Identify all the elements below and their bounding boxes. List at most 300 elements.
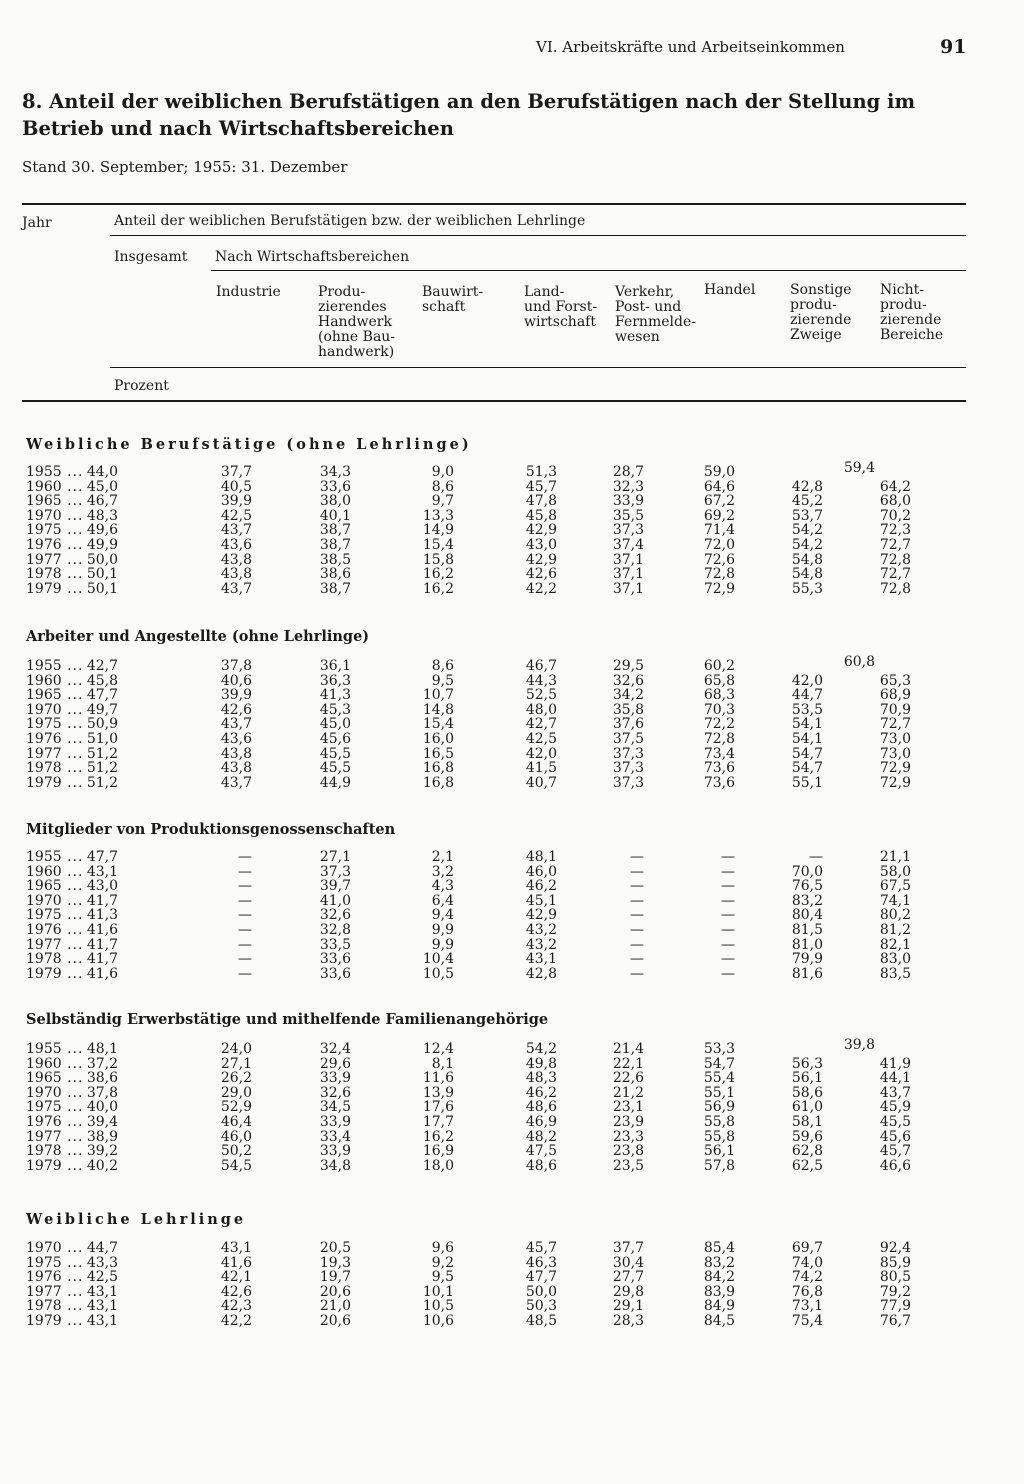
- running-header: VI. Arbeitskräfte und Arbeitseinkommen: [536, 38, 845, 56]
- table-cell: 10,4: [422, 951, 454, 968]
- table-cell: 56,1: [703, 1143, 735, 1160]
- year-cell: [26, 523, 83, 538]
- table-cell: 44,1: [879, 1070, 911, 1087]
- table-cell: 42,1: [220, 1269, 252, 1286]
- table-cell: 83,0: [879, 951, 911, 968]
- table-cell: 37,8: [86, 1084, 118, 1101]
- table-cell: 46,7: [525, 658, 557, 674]
- leader-dots: ...: [61, 701, 84, 718]
- table-row: [0, 732, 1024, 747]
- table-cell: 17,6: [422, 1099, 454, 1116]
- leader-dots: ...: [61, 507, 84, 524]
- table-row: [0, 967, 1024, 982]
- table-row: [0, 923, 1024, 938]
- table-cell: 2,1: [431, 849, 454, 865]
- table-cell: 54,7: [791, 760, 823, 777]
- table-row: [0, 674, 1024, 689]
- table-cell: 39,9: [220, 493, 252, 510]
- table-row: [0, 553, 1024, 568]
- table-cell: 23,8: [612, 1143, 644, 1160]
- table-cell: 72,6: [703, 551, 735, 568]
- table-cell: 43,8: [220, 566, 252, 583]
- table-cell: 76,7: [879, 1312, 911, 1329]
- table-cell: 37,3: [319, 863, 351, 880]
- year-value: 1977: [26, 551, 62, 568]
- leader-dots: ...: [61, 936, 84, 953]
- table-cell: 50,0: [525, 1283, 557, 1300]
- table-cell: —: [238, 921, 252, 938]
- table-cell: 84,9: [703, 1298, 735, 1315]
- table-cell: 15,4: [422, 716, 454, 733]
- table-cell: 49,6: [86, 522, 118, 539]
- table-subtitle: Stand 30. September; 1955: 31. Dezember: [22, 158, 348, 176]
- table-cell: 70,9: [879, 701, 911, 718]
- table-cell: 33,6: [319, 951, 351, 968]
- table-cell: 42,6: [220, 701, 252, 718]
- table-cell: 38,5: [319, 551, 351, 568]
- table-cell: 72,7: [879, 536, 911, 553]
- leader-dots: ...: [61, 478, 84, 495]
- table-cell: 33,9: [612, 493, 644, 510]
- table-cell: 10,7: [422, 687, 454, 704]
- year-value: 1979: [26, 774, 62, 791]
- table-cell: 43,7: [220, 580, 252, 597]
- table-cell: 39,8: [843, 1037, 875, 1053]
- table-cell: 16,2: [422, 580, 454, 597]
- table-cell: 20,5: [319, 1240, 351, 1256]
- year-value: 1976: [26, 1113, 62, 1130]
- year-value: 1978: [26, 760, 62, 777]
- section-rows-selbstaendige: [0, 1037, 1024, 1174]
- table-cell: 38,7: [319, 580, 351, 597]
- table-cell: 81,6: [791, 965, 823, 982]
- table-cell: —: [630, 936, 644, 953]
- year-value: 1965: [26, 687, 62, 704]
- table-cell: 73,1: [791, 1298, 823, 1315]
- leader-dots: ...: [61, 760, 84, 777]
- col-header-anteil: Anteil der weiblichen Berufstätigen bzw. der weiblichen Lehrlinge: [114, 213, 586, 229]
- table-cell: 48,1: [86, 1041, 118, 1057]
- table-row: [0, 879, 1024, 894]
- table-cell: —: [630, 892, 644, 909]
- table-row: [0, 523, 1024, 538]
- table-cell: 23,1: [612, 1099, 644, 1116]
- col-header-sonstige: Sonstige produ- zierende Zweige: [790, 282, 852, 343]
- table-cell: 45,7: [525, 478, 557, 495]
- table-cell: 45,8: [86, 672, 118, 689]
- year-value: 1970: [26, 1240, 62, 1256]
- table-cell: 47,7: [86, 687, 118, 704]
- table-row: [0, 1100, 1024, 1115]
- section-rows-berufstaetige: [0, 460, 1024, 597]
- table-cell: 55,3: [791, 580, 823, 597]
- table-cell: 8,6: [431, 658, 454, 674]
- table-cell: 43,8: [220, 760, 252, 777]
- table-row: [0, 494, 1024, 509]
- table-cell: 46,7: [86, 493, 118, 510]
- table-cell: 42,0: [525, 745, 557, 762]
- table-cell: 56,1: [791, 1070, 823, 1087]
- header-rule-3: [110, 367, 966, 368]
- table-cell: 45,1: [525, 892, 557, 909]
- table-row: [0, 1299, 1024, 1314]
- table-cell: —: [721, 878, 735, 895]
- col-header-industrie: Industrie: [216, 284, 281, 300]
- table-cell: 56,9: [703, 1099, 735, 1116]
- table-cell: 29,5: [612, 658, 644, 674]
- table-cell: 11,6: [422, 1070, 454, 1087]
- table-cell: 8,1: [431, 1055, 454, 1072]
- table-cell: —: [238, 849, 252, 865]
- section-title-berufstaetige: Weibliche Berufstätige (ohne Lehrlinge): [26, 436, 472, 453]
- table-cell: 17,7: [422, 1113, 454, 1130]
- table-cell: 83,5: [879, 965, 911, 982]
- table-cell: 40,2: [86, 1157, 118, 1174]
- section-title-lehrlinge: Weibliche Lehrlinge: [26, 1211, 247, 1228]
- year-value: 1976: [26, 1269, 62, 1286]
- table-cell: 57,8: [703, 1157, 735, 1174]
- table-cell: 43,7: [220, 774, 252, 791]
- table-cell: 32,6: [612, 672, 644, 689]
- table-cell: 47,8: [525, 493, 557, 510]
- table-cell: 40,5: [220, 478, 252, 495]
- table-cell: 50,0: [86, 551, 118, 568]
- table-cell: 72,0: [703, 536, 735, 553]
- year-value: 1965: [26, 1070, 62, 1087]
- table-cell: 55,8: [703, 1113, 735, 1130]
- table-row: [0, 1159, 1024, 1174]
- year-value: 1978: [26, 1298, 62, 1315]
- year-cell: [26, 509, 83, 524]
- year-value: 1977: [26, 936, 62, 953]
- table-cell: 84,5: [703, 1312, 735, 1329]
- year-cell: [26, 865, 83, 880]
- table-cell: —: [721, 951, 735, 968]
- table-cell: 46,4: [220, 1113, 252, 1130]
- table-cell: 42,0: [791, 672, 823, 689]
- table-cell: 60,8: [843, 654, 875, 670]
- year-cell: [26, 776, 83, 791]
- year-cell: [26, 938, 83, 953]
- table-cell: 45,2: [791, 493, 823, 510]
- table-cell: 40,0: [86, 1099, 118, 1116]
- table-cell: 48,1: [525, 849, 557, 865]
- table-cell: —: [238, 936, 252, 953]
- table-cell: 42,8: [791, 478, 823, 495]
- col-header-insgesamt: Insgesamt: [114, 249, 188, 265]
- year-value: 1975: [26, 1099, 62, 1116]
- year-cell: [26, 674, 83, 689]
- table-cell: 33,5: [319, 936, 351, 953]
- table-cell: 15,8: [422, 551, 454, 568]
- table-cell: —: [630, 965, 644, 982]
- year-cell: [26, 1086, 83, 1101]
- table-cell: 41,3: [86, 907, 118, 924]
- table-cell: 32,8: [319, 921, 351, 938]
- table-cell: —: [721, 965, 735, 982]
- year-value: 1975: [26, 1254, 62, 1271]
- year-cell: [26, 1299, 83, 1314]
- table-cell: 48,2: [525, 1128, 557, 1145]
- table-cell: 21,4: [612, 1041, 644, 1057]
- leader-dots: ...: [61, 907, 84, 924]
- table-cell: 72,9: [879, 760, 911, 777]
- table-cell: 68,0: [879, 493, 911, 510]
- leader-dots: ...: [61, 1041, 84, 1057]
- table-cell: 26,2: [220, 1070, 252, 1087]
- year-value: 1978: [26, 1143, 62, 1160]
- table-cell: 37,3: [612, 522, 644, 539]
- table-cell: 42,9: [525, 551, 557, 568]
- table-cell: 72,9: [879, 774, 911, 791]
- table-cell: 33,6: [319, 478, 351, 495]
- table-cell: 51,0: [86, 730, 118, 747]
- table-cell: 79,9: [791, 951, 823, 968]
- unit-label: Prozent: [114, 378, 169, 394]
- year-cell: [26, 659, 83, 674]
- table-cell: 45,6: [319, 730, 351, 747]
- table-cell: 74,2: [791, 1269, 823, 1286]
- year-value: 1960: [26, 672, 62, 689]
- year-cell: [26, 553, 83, 568]
- table-cell: 46,6: [879, 1157, 911, 1174]
- year-cell: [26, 879, 83, 894]
- table-cell: 14,8: [422, 701, 454, 718]
- table-row: [0, 567, 1024, 582]
- section-title-arbeiter-angestellte: Arbeiter und Angestellte (ohne Lehrlinge): [26, 628, 370, 645]
- table-cell: 32,6: [319, 1084, 351, 1101]
- table-cell: 29,0: [220, 1084, 252, 1101]
- table-cell: 35,5: [612, 507, 644, 524]
- table-cell: 54,2: [791, 522, 823, 539]
- year-cell: [26, 1314, 83, 1329]
- year-value: 1978: [26, 566, 62, 583]
- table-cell: 42,2: [220, 1312, 252, 1329]
- table-cell: 27,7: [612, 1269, 644, 1286]
- table-cell: 10,5: [422, 965, 454, 982]
- table-cell: 80,5: [879, 1269, 911, 1286]
- table-cell: 9,6: [431, 1240, 454, 1256]
- table-cell: —: [238, 892, 252, 909]
- leader-dots: ...: [61, 1099, 84, 1116]
- table-row: [0, 582, 1024, 597]
- table-cell: 53,7: [791, 507, 823, 524]
- table-row: [0, 865, 1024, 880]
- year-cell: [26, 567, 83, 582]
- table-cell: 52,5: [525, 687, 557, 704]
- table-cell: 54,8: [791, 566, 823, 583]
- year-cell: [26, 850, 83, 865]
- table-cell: 53,5: [791, 701, 823, 718]
- table-cell: 22,1: [612, 1055, 644, 1072]
- table-cell: 37,3: [612, 774, 644, 791]
- table-cell: 54,1: [791, 716, 823, 733]
- col-header-nichtproduzierende: Nicht- produ- zierende Bereiche: [880, 282, 944, 343]
- year-cell: [26, 967, 83, 982]
- table-cell: 16,8: [422, 774, 454, 791]
- table-cell: 44,7: [86, 1240, 118, 1256]
- table-cell: 59,0: [703, 464, 735, 480]
- header-top-rule: [22, 203, 966, 205]
- table-row: [0, 509, 1024, 524]
- table-cell: 41,6: [86, 921, 118, 938]
- table-cell: 38,0: [319, 493, 351, 510]
- table-cell: 50,1: [86, 566, 118, 583]
- header-rule-2: [211, 270, 966, 271]
- table-cell: —: [238, 878, 252, 895]
- table-cell: 38,7: [319, 536, 351, 553]
- section-title-produktionsgenossenschaften: Mitglieder von Produktionsgenossenschaften: [26, 821, 396, 838]
- year-cell: [26, 1042, 83, 1057]
- year-cell: [26, 703, 83, 718]
- table-cell: —: [630, 863, 644, 880]
- table-cell: 50,1: [86, 580, 118, 597]
- year-value: 1977: [26, 1128, 62, 1145]
- table-cell: 80,2: [879, 907, 911, 924]
- table-cell: 58,1: [791, 1113, 823, 1130]
- table-cell: 45,8: [525, 507, 557, 524]
- table-cell: 58,0: [879, 863, 911, 880]
- table-row: [0, 1115, 1024, 1130]
- table-row: [0, 717, 1024, 732]
- table-cell: 76,8: [791, 1283, 823, 1300]
- table-cell: 74,1: [879, 892, 911, 909]
- table-cell: 70,2: [879, 507, 911, 524]
- table-cell: —: [721, 863, 735, 880]
- table-cell: 70,3: [703, 701, 735, 718]
- year-cell: [26, 465, 83, 480]
- table-cell: 42,7: [525, 716, 557, 733]
- table-row: [0, 654, 1024, 674]
- table-cell: 16,9: [422, 1143, 454, 1160]
- table-row: [0, 703, 1024, 718]
- table-cell: 58,6: [791, 1084, 823, 1101]
- table-cell: 79,2: [879, 1283, 911, 1300]
- year-value: 1955: [26, 464, 62, 480]
- leader-dots: ...: [61, 1143, 84, 1160]
- year-value: 1979: [26, 1312, 62, 1329]
- table-cell: 84,2: [703, 1269, 735, 1286]
- table-cell: 43,1: [86, 1298, 118, 1315]
- table-cell: —: [238, 863, 252, 880]
- table-cell: 12,4: [422, 1041, 454, 1057]
- table-cell: 43,1: [220, 1240, 252, 1256]
- table-cell: 33,9: [319, 1143, 351, 1160]
- table-cell: 54,1: [791, 730, 823, 747]
- year-value: 1977: [26, 745, 62, 762]
- table-cell: 42,6: [220, 1283, 252, 1300]
- table-cell: 39,2: [86, 1143, 118, 1160]
- table-cell: 54,2: [791, 536, 823, 553]
- table-cell: 59,6: [791, 1128, 823, 1145]
- leader-dots: ...: [61, 951, 84, 968]
- table-cell: —: [238, 951, 252, 968]
- table-cell: 34,2: [612, 687, 644, 704]
- table-cell: 43,1: [525, 951, 557, 968]
- table-cell: 16,0: [422, 730, 454, 747]
- col-header-nach: Nach Wirtschaftsbereichen: [215, 249, 410, 265]
- table-cell: 48,5: [525, 1312, 557, 1329]
- year-cell: [26, 494, 83, 509]
- table-cell: 9,5: [431, 1269, 454, 1286]
- section-rows-arbeiter-angestellte: [0, 654, 1024, 791]
- year-cell: [26, 1130, 83, 1145]
- table-cell: 37,1: [612, 566, 644, 583]
- leader-dots: ...: [61, 878, 84, 895]
- table-cell: 33,6: [319, 965, 351, 982]
- table-cell: 85,4: [703, 1240, 735, 1256]
- table-cell: 19,3: [319, 1254, 351, 1271]
- table-cell: 45,9: [879, 1099, 911, 1116]
- table-cell: 38,6: [319, 566, 351, 583]
- year-cell: [26, 1256, 83, 1271]
- year-value: 1970: [26, 701, 62, 718]
- table-cell: 37,2: [86, 1055, 118, 1072]
- table-cell: 32,6: [319, 907, 351, 924]
- table-cell: 46,9: [525, 1113, 557, 1130]
- table-row: [0, 460, 1024, 480]
- table-row: [0, 1086, 1024, 1101]
- table-cell: 19,7: [319, 1269, 351, 1286]
- table-cell: 73,6: [703, 774, 735, 791]
- year-cell: [26, 717, 83, 732]
- table-row: [0, 1256, 1024, 1271]
- table-cell: 54,8: [791, 551, 823, 568]
- year-cell: [26, 1144, 83, 1159]
- table-cell: 34,3: [319, 464, 351, 480]
- table-cell: 37,8: [220, 658, 252, 674]
- table-cell: 72,9: [703, 580, 735, 597]
- table-cell: 45,5: [319, 745, 351, 762]
- table-cell: 21,2: [612, 1084, 644, 1101]
- table-cell: 59,4: [843, 460, 875, 476]
- table-cell: 23,5: [612, 1157, 644, 1174]
- table-cell: 55,1: [703, 1084, 735, 1101]
- table-cell: 32,4: [319, 1041, 351, 1057]
- year-value: 1960: [26, 478, 62, 495]
- table-cell: 46,3: [525, 1254, 557, 1271]
- table-cell: 16,2: [422, 566, 454, 583]
- leader-dots: ...: [61, 1070, 84, 1087]
- table-cell: 47,5: [525, 1143, 557, 1160]
- year-value: 1976: [26, 730, 62, 747]
- table-cell: 29,8: [612, 1283, 644, 1300]
- leader-dots: ...: [61, 1283, 84, 1300]
- table-cell: 42,6: [525, 566, 557, 583]
- table-cell: 44,9: [319, 774, 351, 791]
- leader-dots: ...: [61, 522, 84, 539]
- year-cell: [26, 747, 83, 762]
- table-cell: 68,9: [879, 687, 911, 704]
- table-cell: 36,1: [319, 658, 351, 674]
- table-cell: 85,9: [879, 1254, 911, 1271]
- table-cell: 51,2: [86, 745, 118, 762]
- table-cell: 51,3: [525, 464, 557, 480]
- year-value: 1979: [26, 965, 62, 982]
- leader-dots: ...: [61, 536, 84, 553]
- table-cell: 36,3: [319, 672, 351, 689]
- table-cell: 73,6: [703, 760, 735, 777]
- table-cell: 83,9: [703, 1283, 735, 1300]
- table-cell: 48,0: [525, 701, 557, 718]
- table-cell: 41,9: [879, 1055, 911, 1072]
- year-cell: [26, 582, 83, 597]
- table-cell: 42,5: [525, 730, 557, 747]
- table-cell: 42,2: [525, 580, 557, 597]
- year-cell: [26, 1100, 83, 1115]
- table-cell: 39,7: [319, 878, 351, 895]
- table-cell: 73,4: [703, 745, 735, 762]
